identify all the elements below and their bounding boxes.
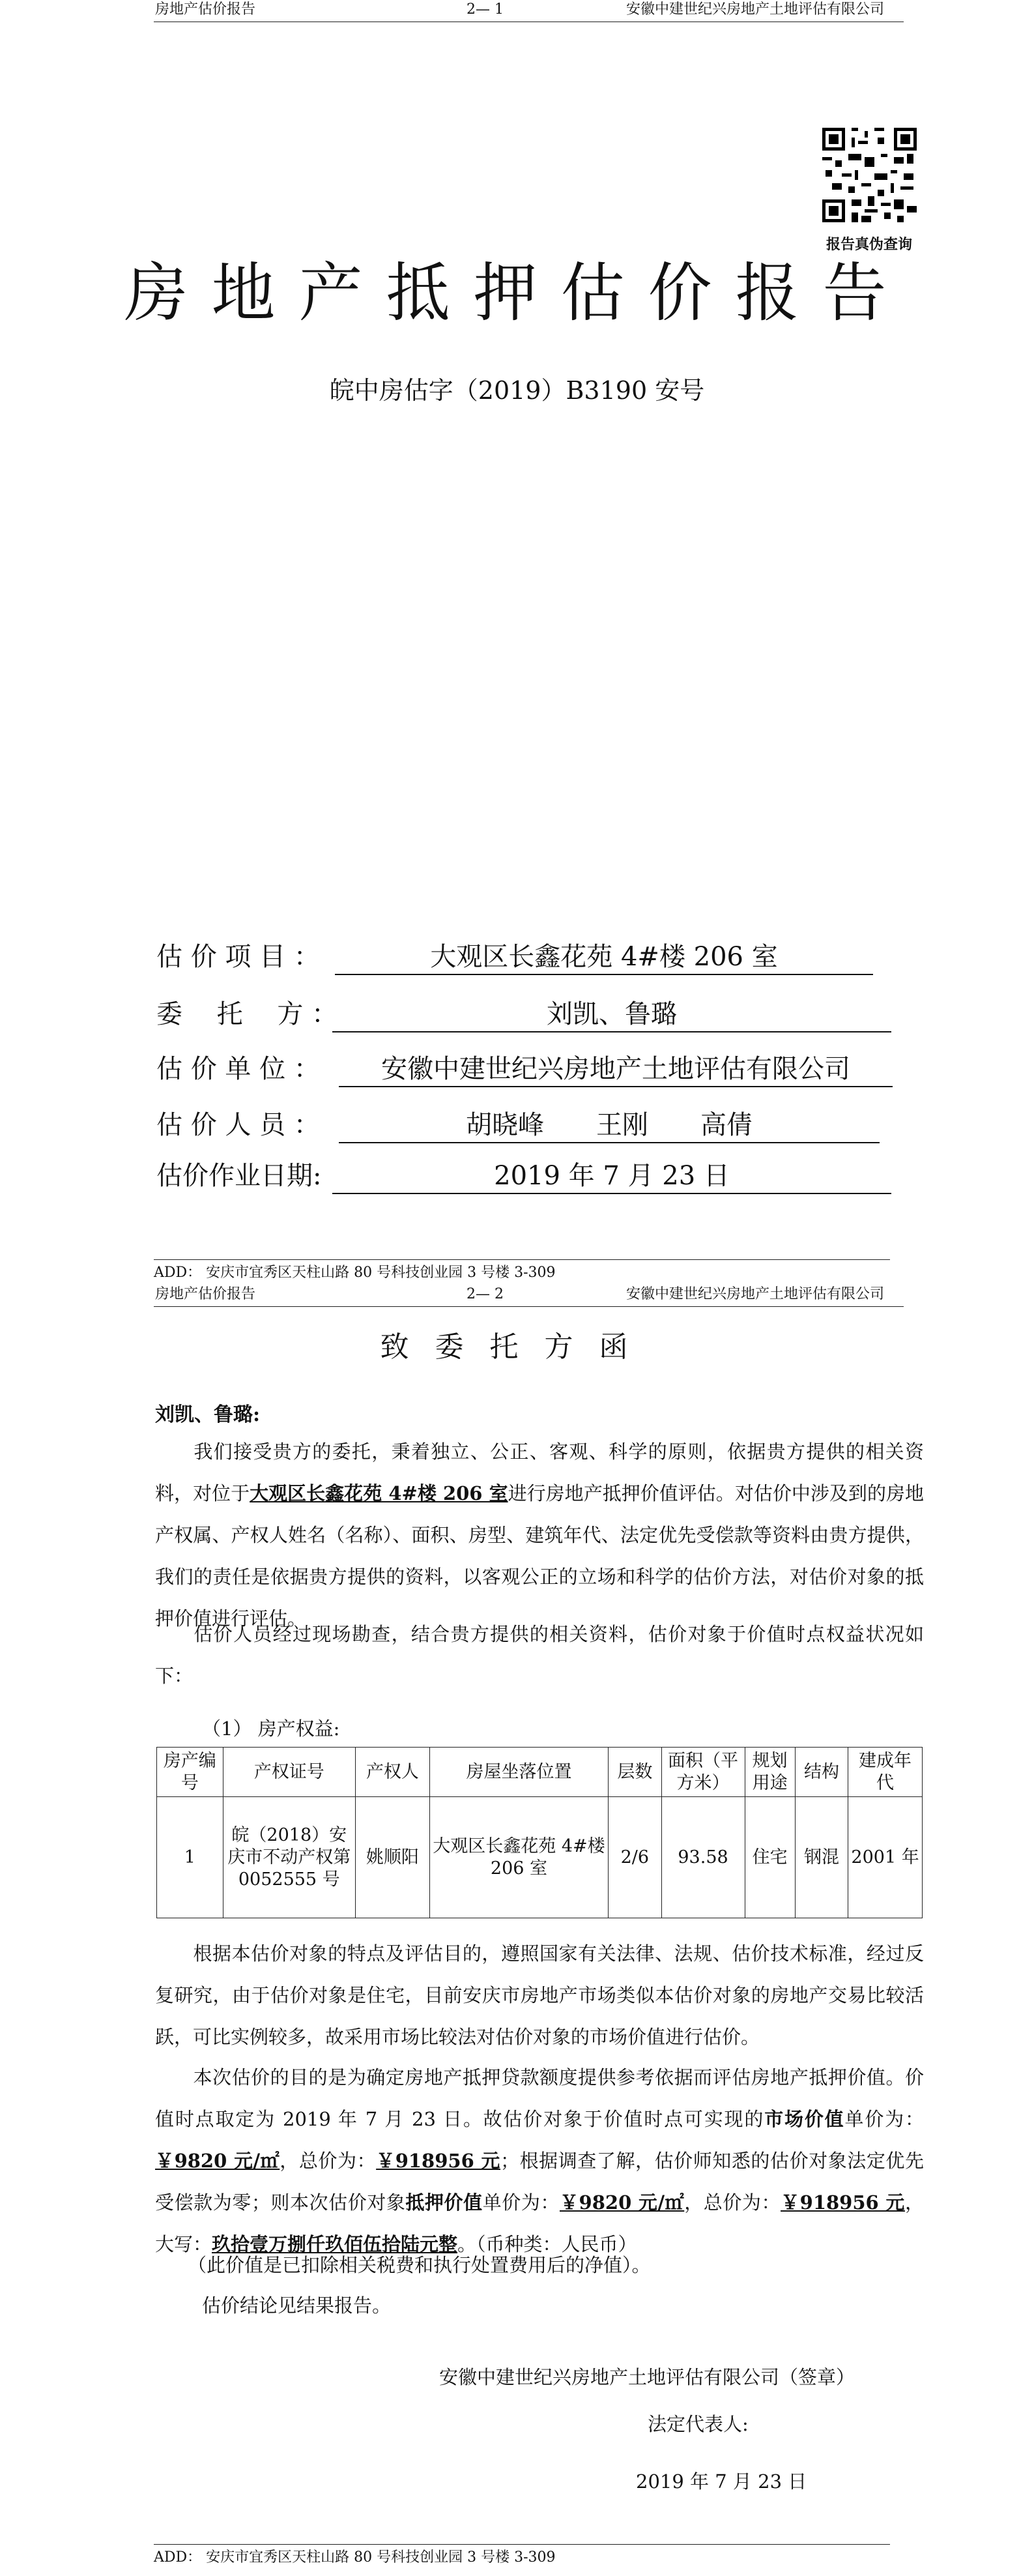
col-floors: 层数	[609, 1748, 661, 1797]
market-unit-price: ￥9820 元/㎡	[155, 2150, 280, 2172]
col-area: 面积（平方米）	[661, 1748, 745, 1797]
report-title: 房地产抵押估价报告	[124, 256, 910, 330]
property-location: 大观区长鑫花苑 4#楼 206 室	[250, 1482, 508, 1504]
paragraph-valuation: 本次估价的目的是为确定房地产抵押贷款额度提供参考依据而评估房地产抵押价值。价值时点取定为 2019 年 7 月 23 日。故估价对象于价值时点可实现的市场价值单价为：￥9820 元/㎡，总价为：￥918956 元；根据调查了解，估价师知悉的估价对象法定优先受偿款为零；则本次估价对象抵押价值单价为：￥9820 元/㎡，总价为：￥918956 元，大写：玖拾壹万捌仟玖佰伍拾陆元整。（币种类：人民币）	[155, 2066, 924, 2255]
footer-divider	[154, 2544, 890, 2545]
mortgage-total-price: ￥918956 元	[781, 2191, 905, 2214]
header-left: 房地产估价报告	[155, 1286, 256, 1302]
field-project-value: 大观区长鑫花苑 4#楼 206 室	[335, 939, 873, 975]
table-row	[157, 1797, 923, 1918]
field-appraisers-label: 估 价 人 员 ：	[156, 1110, 320, 1140]
col-use: 规划用途	[745, 1748, 795, 1797]
market-value-label: 市场价值	[764, 2108, 845, 2130]
col-location: 房屋坐落位置	[429, 1748, 608, 1797]
paragraph-method: 根据本估价对象的特点及评估目的，遵照国家有关法律、法规、估价技术标准，经过反复研究，由于估价对象是住宅，目前安庆市房地产市场类似本估价对象的房地产交易比较活跃，可比实例较多，故采用市场比较法对估价对象的市场价值进行估价。	[155, 1942, 924, 2048]
paragraph-intro: 我们接受贵方的委托，秉着独立、公正、客观、科学的原则，依据贵方提供的相关资料，对位于大观区长鑫花苑 4#楼 206 室进行房地产抵押价值评估。对估价中涉及到的房地产权属、产权人姓名（名称）、面积、房型、建筑年代、法定优先受偿款等资料由贵方提供，我们的责任是依据贵方提供的资料，以客观公正的立场和科学的估价方法，对估价对象的抵押价值进行评估。	[155, 1441, 924, 1630]
col-structure: 结构	[795, 1748, 848, 1797]
field-client-value: 刘凯、鲁璐	[332, 996, 891, 1032]
col-cert-no: 产权证号	[223, 1748, 355, 1797]
header-page-number: 2— 1	[467, 1, 504, 18]
page-header	[154, 1285, 904, 1307]
letter-page	[0, 1287, 1034, 2576]
footer-address: ADD： 安庆市宜秀区天柱山路 80 号科技创业园 3 号楼 3-309	[154, 2549, 556, 2566]
header-left: 房地产估价报告	[155, 1, 256, 18]
table-header-row	[157, 1748, 923, 1797]
footer-divider	[154, 1259, 890, 1260]
field-appraiser-firm-label: 估 价 单 位 ：	[156, 1054, 320, 1084]
footer-address: ADD： 安庆市宜秀区天柱山路 80 号科技创业园 3 号楼 3-309	[154, 1265, 556, 1281]
signature-date: 2019 年 7 月 23 日	[636, 2470, 807, 2493]
paragraph-survey: 估价人员经过现场勘查，结合贵方提供的相关资料，估价对象于价值时点权益状况如下：	[155, 1623, 924, 1687]
signature-company: 安徽中建世纪兴房地产土地评估有限公司（签章）	[439, 2366, 855, 2388]
field-project-label: 估 价 项 目 ：	[156, 942, 320, 972]
cell-location: 大观区长鑫花苑 4#楼 206 室	[429, 1797, 608, 1918]
qr-caption: 报告真伪查询	[826, 236, 912, 253]
letter-title: 致委托方函	[380, 1330, 654, 1364]
paragraph-net-value: （此价值是已扣除相关税费和执行处置费用后的净值）。	[188, 2254, 651, 2276]
property-table	[156, 1747, 923, 1918]
field-appraiser-firm-value: 安徽中建世纪兴房地产土地评估有限公司	[339, 1051, 893, 1087]
signature-legal-rep: 法定代表人:	[648, 2413, 749, 2435]
market-total-price: ￥918956 元	[376, 2150, 501, 2172]
col-owner: 产权人	[355, 1748, 429, 1797]
col-property-no: 房产编号	[157, 1748, 223, 1797]
cell-use: 住宅	[745, 1797, 795, 1918]
field-appraisers-value: 胡晓峰 王刚 高倩	[339, 1107, 880, 1143]
header-company: 安徽中建世纪兴房地产土地评估有限公司	[625, 1286, 884, 1302]
paragraph-conclusion: 估价结论见结果报告。	[202, 2294, 392, 2317]
col-year: 建成年代	[848, 1748, 923, 1797]
qr-code-icon[interactable]	[822, 128, 917, 222]
cell-structure: 钢混	[795, 1797, 848, 1918]
field-work-date-value: 2019 年 7 月 23 日	[332, 1158, 891, 1194]
cell-owner: 姚顺阳	[355, 1797, 429, 1918]
mortgage-unit-price: ￥9820 元/㎡	[559, 2191, 685, 2214]
cell-property-no: 1	[157, 1797, 223, 1918]
total-in-words: 玖拾壹万捌仟玖佰伍拾陆元整	[212, 2233, 458, 2255]
header-company: 安徽中建世纪兴房地产土地评估有限公司	[625, 1, 884, 18]
page-header	[154, 0, 904, 22]
cell-year: 2001 年	[848, 1797, 923, 1918]
field-client-label: 委 托 方 ：	[156, 999, 338, 1029]
mortgage-value-label: 抵押价值	[405, 2191, 483, 2214]
cover-page	[0, 0, 1034, 1287]
header-page-number: 2— 2	[467, 1286, 504, 1302]
letter-addressee: 刘凯、鲁璐:	[155, 1403, 261, 1426]
cell-floors: 2/6	[609, 1797, 661, 1918]
cell-cert-no: 皖（2018）安庆市不动产权第 0052555 号	[223, 1797, 355, 1918]
report-number: 皖中房估字（2019）B3190 安号	[329, 376, 705, 405]
cell-area: 93.58	[661, 1797, 745, 1918]
section-property-rights: （1） 房产权益:	[202, 1718, 340, 1740]
field-work-date-label: 估价作业日期:	[156, 1161, 322, 1191]
